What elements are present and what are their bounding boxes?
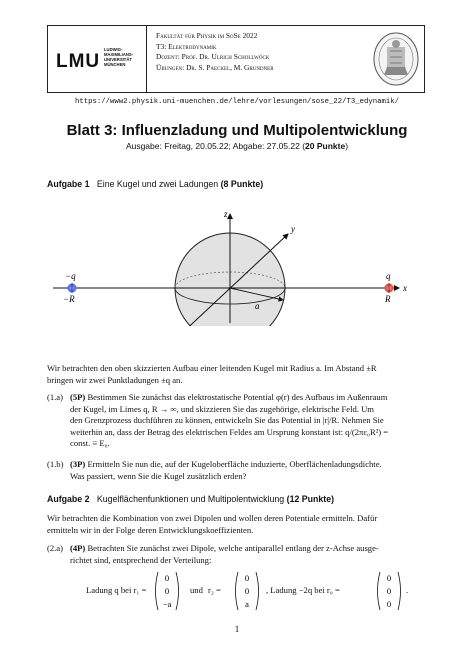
logo-text: LMU	[56, 51, 101, 72]
svg-text:0: 0	[244, 586, 250, 596]
svg-text:0: 0	[386, 586, 392, 596]
pos-charge-label: q	[386, 271, 391, 281]
course-info-line: Fakultät für Physik im SoSe 2022	[156, 31, 258, 40]
vector-r2	[232, 570, 262, 612]
svg-text:0: 0	[386, 599, 392, 609]
task1b-label: (1.b)	[47, 459, 64, 469]
course-info-line: Dozent: Prof. Dr. Ulrich Schollwöck	[156, 52, 270, 61]
vector-r0	[374, 570, 404, 612]
charge-distribution-equation: Ladung q bei r₁ = 0 0 −a und r₂ = 0 0 a , Ladung −2q bei r₀ = 0 0 0 .	[86, 570, 446, 612]
z-label: z	[224, 209, 228, 219]
course-info-line: Übungen: Dr. S. Paeckel, M. Grundner	[156, 62, 274, 72]
task1-intro: Wir betrachten den oben skizzierten Aufbau einer leitenden Kugel mit Radius a. Im Abstand ±R bringen wir zwei Punktladungen ±q an.	[47, 363, 377, 385]
sphere-charge-figure	[47, 208, 427, 326]
svg-text:−a: −a	[162, 599, 172, 609]
svg-text:a: a	[245, 599, 249, 609]
task2-heading: Aufgabe 2 Kugelflächenfunktionen und Multipolentwicklung (12 Punkte)	[47, 494, 335, 504]
task2a-label: (2.a)	[47, 543, 63, 553]
x-label: x	[403, 283, 407, 293]
task1a-text: (5P) Bestimmen Sie zunächst das elektrostatische Potential φ(r) des Aufbaus im Außenraum der Kugel, im Limes q, R → ∞, und skizzieren Sie das zugehörige, elektrische Feld. Um den Grenzprozess duchführen zu können, entwickeln Sie das Potential in |r|/R. Nehmen Sie weiterhin an, dass der Betrag des elektrischen Feldes am Ursprung konstant ist: q/(2πε₀R²) = const. ≡ E₀.	[70, 392, 389, 448]
task2a-text: (4P) Betrachten Sie zunächst zwei Dipole, welche antiparallel entlang der z-Achse ausge- richtet sind, entsprechend der Verteilung:	[70, 543, 379, 565]
course-info-line: T3: Elektrodynamik	[156, 41, 217, 51]
course-info	[156, 31, 274, 73]
svg-text:0: 0	[164, 586, 170, 596]
university-seal-icon	[372, 31, 420, 87]
neg-charge-label: −q	[65, 271, 76, 281]
page-number: 1	[234, 624, 240, 634]
task1a-label: (1.a)	[47, 392, 63, 402]
task1-heading: Aufgabe 1 Eine Kugel und zwei Ladungen (8 Punkte)	[47, 179, 264, 189]
radius-label: a	[255, 301, 260, 311]
sheet-title: Blatt 3: Influenzladung und Multipolentwicklung	[66, 122, 408, 139]
sheet-dates: Ausgabe: Freitag, 20.05.22; Abgabe: 27.05.22 (20 Punkte)	[125, 141, 349, 151]
pos-distance-label: R	[385, 294, 391, 304]
svg-text:0: 0	[386, 573, 392, 583]
y-label: y	[291, 224, 295, 234]
svg-text:0: 0	[244, 573, 250, 583]
task2-intro: Wir betrachten die Kombination von zwei Dipolen und wollen deren Potentiale ermitteln. Dafür ermitteln wir in der Folge deren Entwicklungskoeffizienten.	[47, 513, 378, 535]
vector-r1	[152, 570, 182, 612]
task1b-text: (3P) Ermitteln Sie nun die, auf der Kugeloberfläche induzierte, Oberflächenladungsdichte. Was passiert, wenn Sie die Kugel zusätzlich erden?	[70, 459, 382, 481]
course-url[interactable]: https://www2.physik.uni-muenchen.de/lehre/vorlesungen/sose_22/T3_edynamik/	[74, 98, 400, 106]
logo-subtitle: LUDWIG- MAXIMILIANS- UNIVERSITÄT MÜNCHEN	[104, 47, 134, 67]
neg-distance-label: −R	[63, 294, 75, 304]
svg-text:0: 0	[164, 573, 170, 583]
